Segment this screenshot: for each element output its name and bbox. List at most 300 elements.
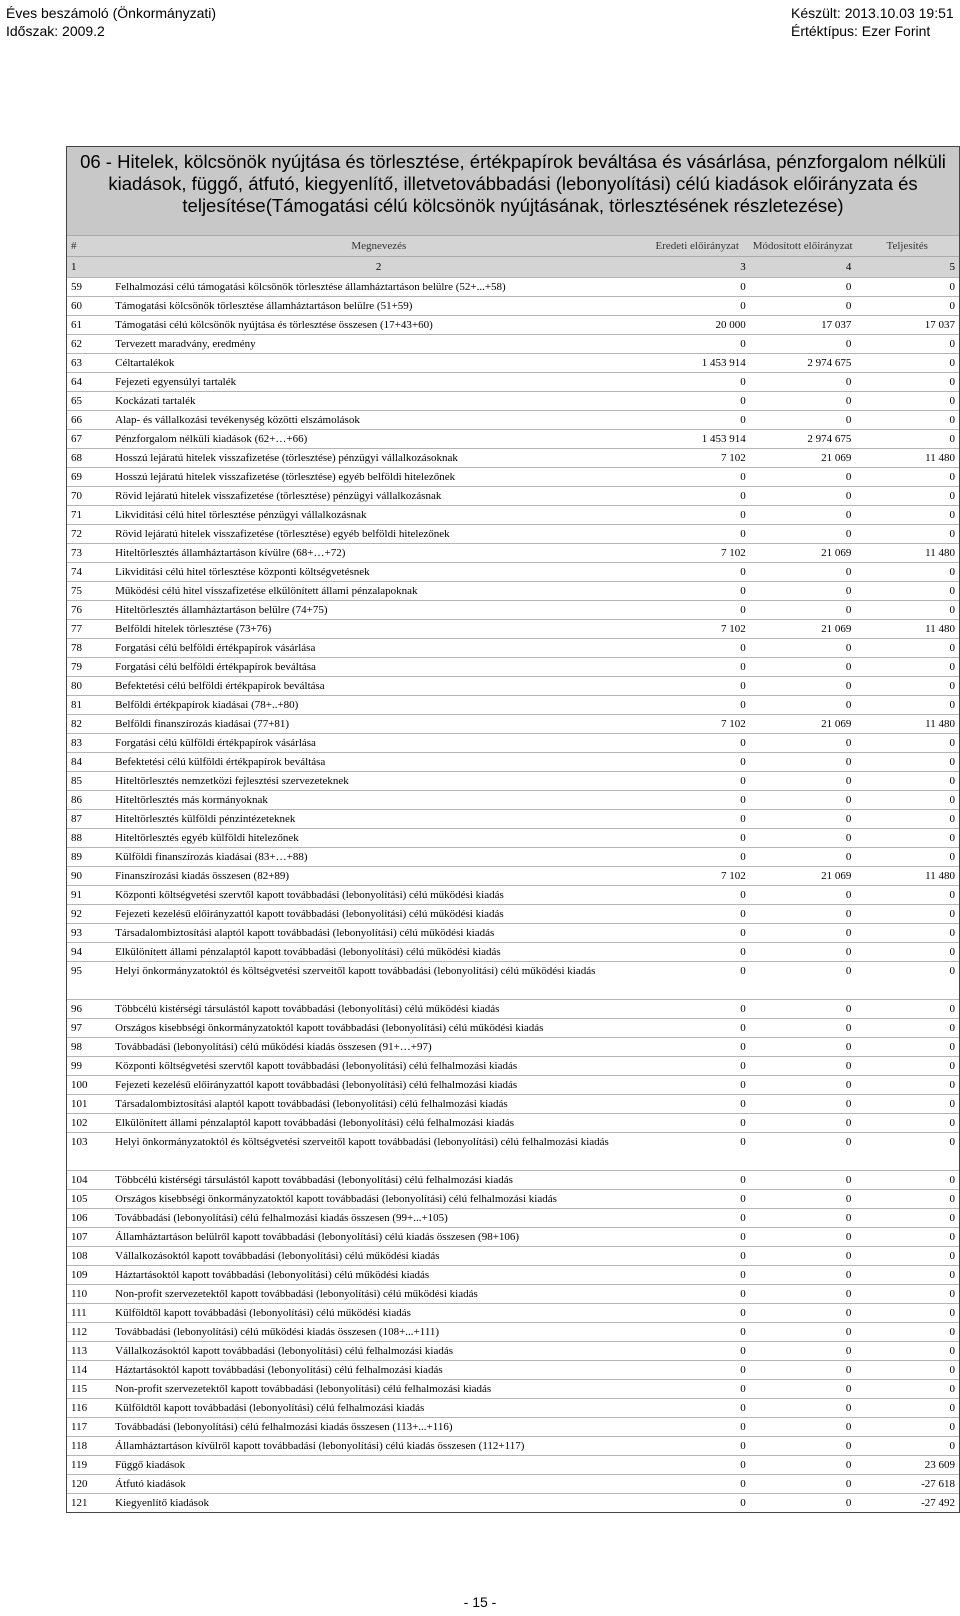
row-original: 0 [740,1250,746,1262]
row-name: Támogatási kölcsönök törlesztése államháztartáson belülre (51+59) [115,300,413,312]
row-original: 0 [740,1003,746,1015]
row-name: Központi költségvetési szervtől kapott továbbadási (lebonyolítási) célú működési kiadás [115,889,504,901]
col-header-id: # [71,240,77,252]
row-original: 0 [740,965,746,977]
row-modified: 0 [845,851,852,863]
row-modified: 0 [845,1250,852,1262]
table-row [67,524,959,543]
row-original: 0 [740,946,746,958]
value-type: Értéktípus: Ezer Forint [791,23,931,39]
row-modified: 0 [845,1231,852,1243]
table-row [67,1493,959,1512]
row-id: 73 [71,547,82,559]
row-actual: 11 480 [925,547,955,559]
row-actual: 0 [949,1136,955,1148]
report-table [66,146,960,1513]
row-id: 118 [71,1440,88,1452]
row-modified: 0 [845,414,852,426]
row-modified: 0 [845,566,852,578]
row-name: Függő kiadások [115,1459,186,1471]
row-id: 108 [71,1250,88,1262]
row-modified: 0 [845,300,852,312]
table-row [67,1113,959,1132]
row-actual: 17 037 [924,319,955,331]
row-name: Hiteltörlesztés más kormányoknak [115,794,268,806]
row-modified: 2 974 675 [807,433,852,445]
table-row [67,942,959,961]
table-row [67,885,959,904]
row-actual: 0 [949,376,955,388]
row-actual: 0 [949,794,955,806]
row-id: 110 [71,1288,88,1300]
table-row [67,866,959,885]
table-body [67,277,959,1512]
row-id: 75 [71,585,82,597]
row-actual: 0 [949,1117,955,1129]
row-original: 0 [740,1098,746,1110]
row-actual: 0 [949,965,955,977]
table-row [67,999,959,1018]
row-id: 74 [71,566,82,578]
row-name: Forgatási célú belföldi értékpapírok vásárlása [115,642,316,654]
row-original: 0 [740,1383,746,1395]
row-original: 0 [740,585,746,597]
table-title: 06 - Hitelek, kölcsönök nyújtása és törlesztése, értékpapírok beváltása és vásárlása, pénzforgalom nélküli kiadások, függő, átfutó, kiegyenlítő, illetvetovábbadási (lebonyolítási) célú kiadások előirányzata és teljesítése(Támogatási célú kölcsönök nyújtásának, törlesztésének részletezése) [67,147,959,235]
row-actual: 0 [949,490,955,502]
table-row [67,1265,959,1284]
row-original: 0 [740,1478,746,1490]
row-original: 7 102 [721,623,746,635]
row-name: Alap- és vállalkozási tevékenység közötti elszámolások [115,414,360,426]
row-id: 99 [71,1060,82,1072]
row-original: 0 [740,1440,746,1452]
row-actual: 0 [949,395,955,407]
row-id: 82 [71,718,82,730]
table-row [67,1189,959,1208]
row-id: 88 [71,832,82,844]
row-original: 0 [740,889,746,901]
table-row [67,1322,959,1341]
row-id: 114 [71,1364,88,1376]
row-modified: 0 [845,1364,852,1376]
created-date: Készült: 2013.10.03 19:51 [791,5,954,21]
row-modified: 0 [845,471,852,483]
row-original: 0 [740,1174,746,1186]
row-modified: 0 [845,1041,852,1053]
table-row [67,752,959,771]
row-original: 0 [740,1307,746,1319]
row-modified: 0 [845,965,852,977]
row-name: Központi költségvetési szervtől kapott továbbadási (lebonyolítási) célú felhalmozási kiadás [115,1060,518,1072]
table-row [67,486,959,505]
row-id: 67 [71,433,82,445]
row-name: Non-profit szervezetektől kapott továbbadási (lebonyolítási) célú felhalmozási kiadás [115,1383,492,1395]
row-actual: 0 [949,1307,955,1319]
row-modified: 0 [845,1117,852,1129]
row-original: 0 [740,528,746,540]
table-row [67,429,959,448]
row-name: Forgatási célú külföldi értékpapírok vásárlása [115,737,316,749]
row-actual: 0 [949,1288,955,1300]
row-actual: 0 [949,1421,955,1433]
row-actual: 0 [949,1269,955,1281]
row-original: 0 [740,376,746,388]
row-name: Vállalkozásoktól kapott továbbadási (lebonyolítási) célú működési kiadás [115,1250,440,1262]
row-actual: 0 [949,1326,955,1338]
row-id: 91 [71,889,82,901]
table-row [67,1094,959,1113]
row-actual: 0 [949,661,955,673]
row-modified: 0 [845,281,852,293]
row-actual: 0 [949,813,955,825]
row-actual: 0 [949,585,955,597]
row-id: 63 [71,357,82,369]
row-id: 121 [71,1497,88,1509]
report-type: Éves beszámoló (Önkormányzati) [6,5,217,21]
row-id: 116 [71,1402,88,1414]
row-actual: 0 [949,1440,955,1452]
row-id: 119 [71,1459,88,1471]
row-id: 72 [71,528,82,540]
table-row [67,1417,959,1436]
row-modified: 0 [845,585,852,597]
col-number-4: 4 [845,261,852,273]
row-actual: 0 [949,699,955,711]
row-id: 97 [71,1022,82,1034]
row-id: 92 [71,908,82,920]
row-name: Hosszú lejáratú hitelek visszafizetése (törlesztése) egyéb belföldi hitelezőnek [115,471,456,483]
row-actual: 0 [949,566,955,578]
table-row [67,790,959,809]
row-modified: 0 [845,1212,852,1224]
table-row [67,1208,959,1227]
table-row [67,391,959,410]
row-actual: 0 [949,1345,955,1357]
row-original: 0 [740,1402,746,1414]
row-actual: 0 [949,1383,955,1395]
row-actual: 0 [949,1402,955,1414]
row-modified: 21 069 [821,547,852,559]
row-id: 100 [71,1079,88,1091]
row-original: 0 [740,1421,746,1433]
row-name: Tervezett maradvány, eredmény [115,338,256,350]
table-row [67,619,959,638]
row-name: Kockázati tartalék [115,395,196,407]
row-modified: 0 [845,1459,852,1471]
row-modified: 0 [845,946,852,958]
row-name: Továbbadási (lebonyolítási) célú felhalmozási kiadás összesen (99+...+105) [115,1212,448,1224]
row-modified: 0 [845,661,852,673]
row-name: Társadalombiztosítási alaptól kapott továbbadási (lebonyolítási) célú működési kiadás [115,927,495,939]
row-modified: 0 [845,1497,852,1509]
row-modified: 0 [845,1098,852,1110]
table-row [67,1056,959,1075]
row-original: 7 102 [721,718,746,730]
row-actual: 0 [949,604,955,616]
table-row [67,714,959,733]
table-row [67,809,959,828]
row-id: 76 [71,604,82,616]
table-row [67,847,959,866]
row-name: Rövid lejáratú hitelek visszafizetése (törlesztése) egyéb belföldi hitelezőnek [115,528,450,540]
table-row [67,372,959,391]
row-modified: 0 [845,1193,852,1205]
page-number: - 15 - [463,1594,497,1610]
row-actual: 0 [949,680,955,692]
table-row [67,600,959,619]
col-number-3: 3 [740,261,746,273]
table-row [67,562,959,581]
row-original: 0 [740,338,746,350]
row-name: Hiteltörlesztés államháztartáson kívülre (68+…+72) [115,547,346,559]
row-name: Belföldi hitelek törlesztése (73+76) [115,623,272,635]
row-name: Céltartalékok [115,357,175,369]
row-modified: 0 [845,1383,852,1395]
row-original: 0 [740,756,746,768]
row-original: 0 [740,775,746,787]
row-modified: 0 [845,1022,852,1034]
row-modified: 0 [845,813,852,825]
row-actual: 11 480 [925,718,955,730]
row-original: 0 [740,927,746,939]
row-actual: 0 [949,756,955,768]
row-actual: 0 [949,1022,955,1034]
row-original: 0 [740,813,746,825]
row-original: 0 [740,1345,746,1357]
table-row [67,1360,959,1379]
row-original: 0 [740,281,746,293]
row-original: 0 [740,661,746,673]
table-row [67,1132,959,1170]
row-name: Non-profit szervezetektől kapott továbbadási (lebonyolítási) célú működési kiadás [115,1288,478,1300]
row-original: 0 [740,1041,746,1053]
row-modified: 0 [845,1421,852,1433]
row-id: 87 [71,813,82,825]
row-id: 96 [71,1003,82,1015]
row-modified: 21 069 [821,452,852,464]
table-row [67,1018,959,1037]
row-name: Államháztartáson belülről kapott továbbadási (lebonyolítási) célú kiadás összesen (98+106) [115,1231,520,1243]
row-actual: 0 [949,338,955,350]
row-name: Hiteltörlesztés egyéb külföldi hitelezőnek [115,832,299,844]
row-actual: 0 [949,509,955,521]
table-row [67,923,959,942]
row-actual: 0 [949,1231,955,1243]
row-name: Hiteltörlesztés külföldi pénzintézeteknek [115,813,296,825]
row-original: 0 [740,1136,746,1148]
period: Időszak: 2009.2 [6,23,105,39]
row-original: 0 [740,737,746,749]
row-modified: 0 [845,737,852,749]
row-actual: 0 [949,1079,955,1091]
row-modified: 0 [845,490,852,502]
row-modified: 0 [845,1288,852,1300]
row-original: 0 [740,1269,746,1281]
table-row [67,543,959,562]
row-original: 0 [740,1364,746,1376]
table-row [67,1474,959,1493]
row-original: 0 [740,1193,746,1205]
row-actual: 0 [949,281,955,293]
row-name: Belföldi finanszírozás kiadásai (77+81) [115,718,290,730]
row-original: 0 [740,851,746,863]
row-modified: 0 [845,1345,852,1357]
table-row [67,1227,959,1246]
row-modified: 0 [845,1136,852,1148]
row-id: 106 [71,1212,88,1224]
row-original: 0 [740,1459,746,1471]
row-original: 1 453 914 [701,433,746,445]
row-id: 107 [71,1231,88,1243]
row-actual: 0 [949,1364,955,1376]
row-name: Továbbadási (lebonyolítási) célú működési kiadás összesen (108+...+111) [115,1326,440,1338]
row-name: Befektetési célú belföldi értékpapírok beváltása [115,680,325,692]
row-name: Hosszú lejáratú hitelek visszafizetése (törlesztése) pénzügyi vállalkozásoknak [115,452,458,464]
row-original: 0 [740,566,746,578]
row-actual: 0 [949,737,955,749]
table-row [67,1341,959,1360]
row-original: 20 000 [715,319,746,331]
row-id: 109 [71,1269,88,1281]
row-original: 7 102 [721,452,746,464]
table-row [67,904,959,923]
row-original: 0 [740,832,746,844]
row-actual: 0 [949,832,955,844]
row-id: 94 [71,946,82,958]
row-modified: 0 [845,1402,852,1414]
col-number-2: 2 [375,261,382,273]
row-name: Likviditási célú hitel törlesztése pénzügyi vállalkozásnak [115,509,367,521]
row-id: 71 [71,509,82,521]
row-id: 102 [71,1117,88,1129]
row-actual: 0 [949,1174,955,1186]
row-id: 81 [71,699,82,711]
row-name: Többcélú kistérségi társulástól kapott továbbadási (lebonyolítási) célú működési kiadás [115,1003,500,1015]
row-name: Helyi önkormányzatoktól és költségvetési szerveitől kapott továbbadási (lebonyolítási) célú felhalmozási kiadás [115,1136,609,1148]
row-modified: 0 [845,1060,852,1072]
row-original: 0 [740,1212,746,1224]
row-original: 0 [740,414,746,426]
table-row [67,334,959,353]
row-original: 0 [740,471,746,483]
row-actual: 0 [949,433,955,445]
col-number-1: 1 [71,261,77,273]
row-id: 70 [71,490,82,502]
row-modified: 0 [845,680,852,692]
col-header-actual: Teljesítés [886,240,928,252]
row-modified: 0 [845,889,852,901]
row-id: 89 [71,851,82,863]
row-modified: 0 [845,1174,852,1186]
row-id: 78 [71,642,82,654]
row-modified: 0 [845,395,852,407]
row-modified: 0 [845,699,852,711]
row-name: Továbbadási (lebonyolítási) célú felhalmozási kiadás összesen (113+...+116) [115,1421,453,1433]
row-id: 104 [71,1174,88,1186]
table-row [67,638,959,657]
table-row [67,1284,959,1303]
col-number-5: 5 [949,261,955,273]
row-id: 59 [71,281,82,293]
row-name: Elkülönített állami pénzalaptól kapott továbbadási (lebonyolítási) célú felhalmozási kiadás [115,1117,515,1129]
row-modified: 0 [845,642,852,654]
row-name: Külföldtől kapott továbbadási (lebonyolítási) célú működési kiadás [115,1307,411,1319]
row-original: 0 [740,509,746,521]
table-row [67,961,959,999]
row-modified: 0 [845,832,852,844]
row-name: Támogatási célú kölcsönök nyújtása és törlesztése összesen (17+43+60) [115,319,433,331]
table-row [67,1303,959,1322]
row-modified: 21 069 [821,870,852,882]
row-original: 0 [740,642,746,654]
row-name: Kiegyenlítő kiadások [115,1497,209,1509]
row-modified: 0 [845,509,852,521]
table-row [67,1455,959,1474]
row-modified: 0 [845,1326,852,1338]
table-row [67,733,959,752]
row-name: Fejezeti kezelésű előirányzattól kapott továbbadási (lebonyolítási) célú működési kiadás [115,908,504,920]
table-row [67,657,959,676]
row-actual: 23 609 [924,1459,955,1471]
row-modified: 0 [845,376,852,388]
row-actual: -27 618 [921,1478,955,1490]
row-id: 77 [71,623,82,635]
row-id: 64 [71,376,82,388]
row-original: 0 [740,300,746,312]
column-header-row [67,235,959,256]
row-name: Helyi önkormányzatoktól és költségvetési szerveitől kapott továbbadási (lebonyolítási) célú működési kiadás [115,965,596,977]
row-modified: 0 [845,1478,852,1490]
row-modified: 0 [845,927,852,939]
row-name: Befektetési célú külföldi értékpapírok beváltása [115,756,326,768]
row-id: 117 [71,1421,88,1433]
row-id: 79 [71,661,82,673]
col-header-name: Megnevezés [351,240,407,252]
row-actual: 0 [949,642,955,654]
row-id: 62 [71,338,82,350]
row-name: Finanszírozási kiadás összesen (82+89) [115,870,290,882]
row-id: 86 [71,794,82,806]
row-actual: 0 [949,908,955,920]
row-actual: 0 [949,1193,955,1205]
row-name: Rövid lejáratú hitelek visszafizetése (törlesztése) pénzügyi vállalkozásnak [115,490,442,502]
row-id: 105 [71,1193,88,1205]
row-name: Háztartásoktól kapott továbbadási (lebonyolítási) célú felhalmozási kiadás [115,1364,443,1376]
row-id: 115 [71,1383,88,1395]
row-actual: 0 [949,889,955,901]
col-header-original: Eredeti előirányzat [655,240,739,252]
table-row [67,410,959,429]
row-original: 0 [740,1288,746,1300]
table-row [67,1170,959,1189]
row-original: 0 [740,1231,746,1243]
row-original: 0 [740,680,746,692]
row-actual: 0 [949,927,955,939]
row-name: Külföldtől kapott továbbadási (lebonyolítási) célú felhalmozási kiadás [115,1402,425,1414]
table-row [67,505,959,524]
row-id: 65 [71,395,82,407]
row-modified: 0 [845,338,852,350]
table-row [67,695,959,714]
row-original: 0 [740,395,746,407]
row-id: 68 [71,452,82,464]
row-id: 120 [71,1478,88,1490]
row-name: Államháztartáson kívülről kapott továbbadási (lebonyolítási) célú kiadás összesen (112+117) [115,1440,525,1452]
table-row [67,1246,959,1265]
row-name: Belföldi értékpapírok kiadásai (78+..+80) [115,699,299,711]
row-id: 93 [71,927,82,939]
row-actual: 0 [949,528,955,540]
